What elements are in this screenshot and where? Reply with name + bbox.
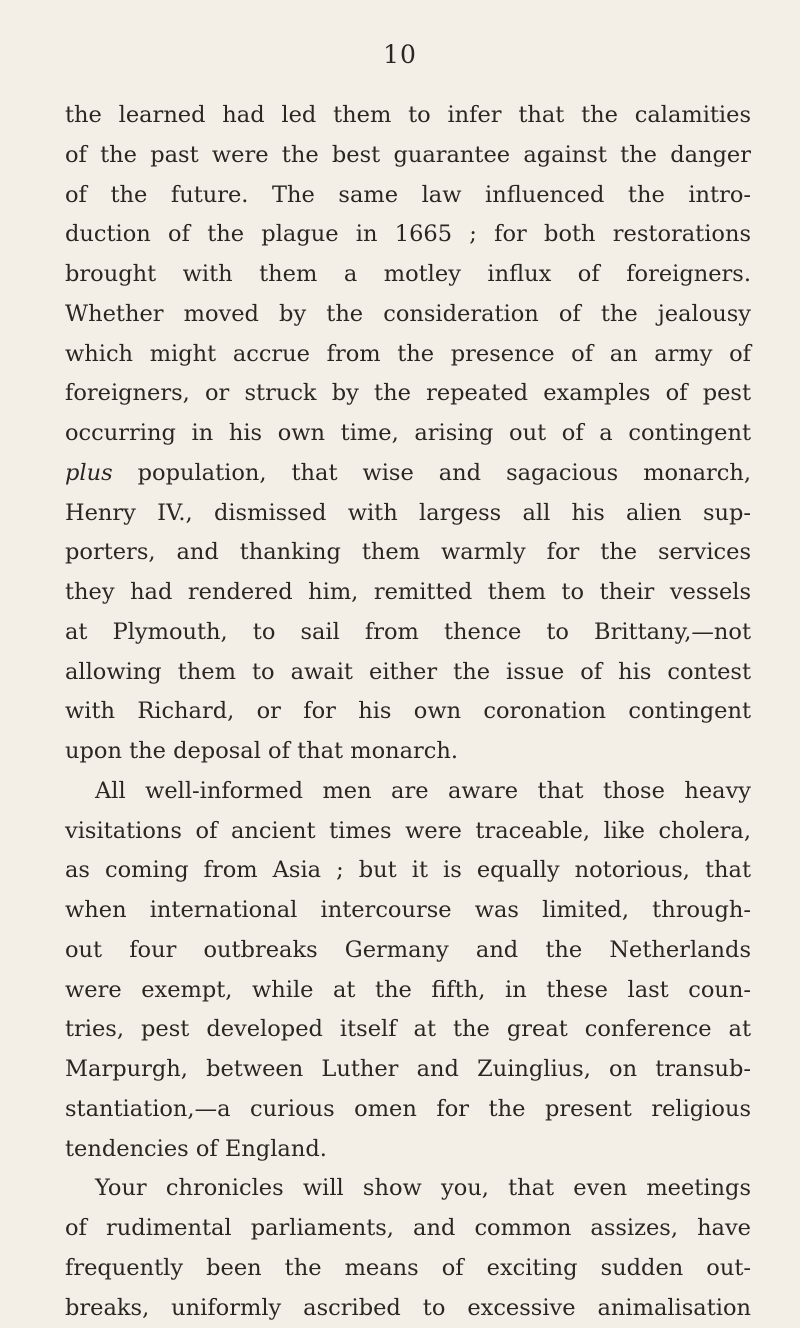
- text-line: allowing them to await either the issue of his contest: [65, 653, 751, 693]
- text-line: when international intercourse was limited, through-: [65, 891, 751, 931]
- text-line: stantiation,—a curious omen for the present religious: [65, 1090, 751, 1130]
- text-line: tries, pest developed itself at the great conference at: [65, 1010, 751, 1050]
- text-line: Marpurgh, between Luther and Zuinglius, on transub-: [65, 1050, 751, 1090]
- text-line: porters, and thanking them warmly for the services: [65, 533, 751, 573]
- text-line: All well-informed men are aware that those heavy: [65, 772, 751, 812]
- text-line: breaks, uniformly ascribed to excessive animalisation: [65, 1289, 751, 1328]
- text-line: Your chronicles will show you, that even meetings: [65, 1169, 751, 1209]
- page-number: 10: [0, 40, 800, 69]
- text-line: out four outbreaks Germany and the Netherlands: [65, 931, 751, 971]
- italic-word: plus: [65, 460, 113, 486]
- text-line: with Richard, or for his own coronation contingent: [65, 692, 751, 732]
- text-line: brought with them a motley influx of foreigners.: [65, 255, 751, 295]
- text-line: occurring in his own time, arising out of a contingent: [65, 414, 751, 454]
- text-line: upon the deposal of that monarch.: [65, 732, 751, 772]
- text-line: duction of the plague in 1665 ; for both restorations: [65, 215, 751, 255]
- text-line: which might accrue from the presence of an army of: [65, 335, 751, 375]
- body-text: [65, 96, 751, 1328]
- text-line: they had rendered him, remitted them to their vessels: [65, 573, 751, 613]
- text-line: Henry IV., dismissed with largess all his alien sup-: [65, 494, 751, 534]
- text-line: Whether moved by the consideration of the jealousy: [65, 295, 751, 335]
- text-line: frequently been the means of exciting sudden out-: [65, 1249, 751, 1289]
- text-line: as coming from Asia ; but it is equally notorious, that: [65, 851, 751, 891]
- text-line: the learned had led them to infer that the calamities: [65, 96, 751, 136]
- text-line: were exempt, while at the fifth, in these last coun-: [65, 971, 751, 1011]
- text-line: of the past were the best guarantee against the danger: [65, 136, 751, 176]
- text-line: foreigners, or struck by the repeated examples of pest: [65, 374, 751, 414]
- text-line: of rudimental parliaments, and common assizes, have: [65, 1209, 751, 1249]
- text-line-italic-start: plus population, that wise and sagacious monarch,: [65, 454, 751, 494]
- text-line: tendencies of England.: [65, 1130, 751, 1170]
- text-line: of the future. The same law influenced the intro-: [65, 176, 751, 216]
- text-line: at Plymouth, to sail from thence to Brittany,—not: [65, 613, 751, 653]
- text-line: visitations of ancient times were traceable, like cholera,: [65, 812, 751, 852]
